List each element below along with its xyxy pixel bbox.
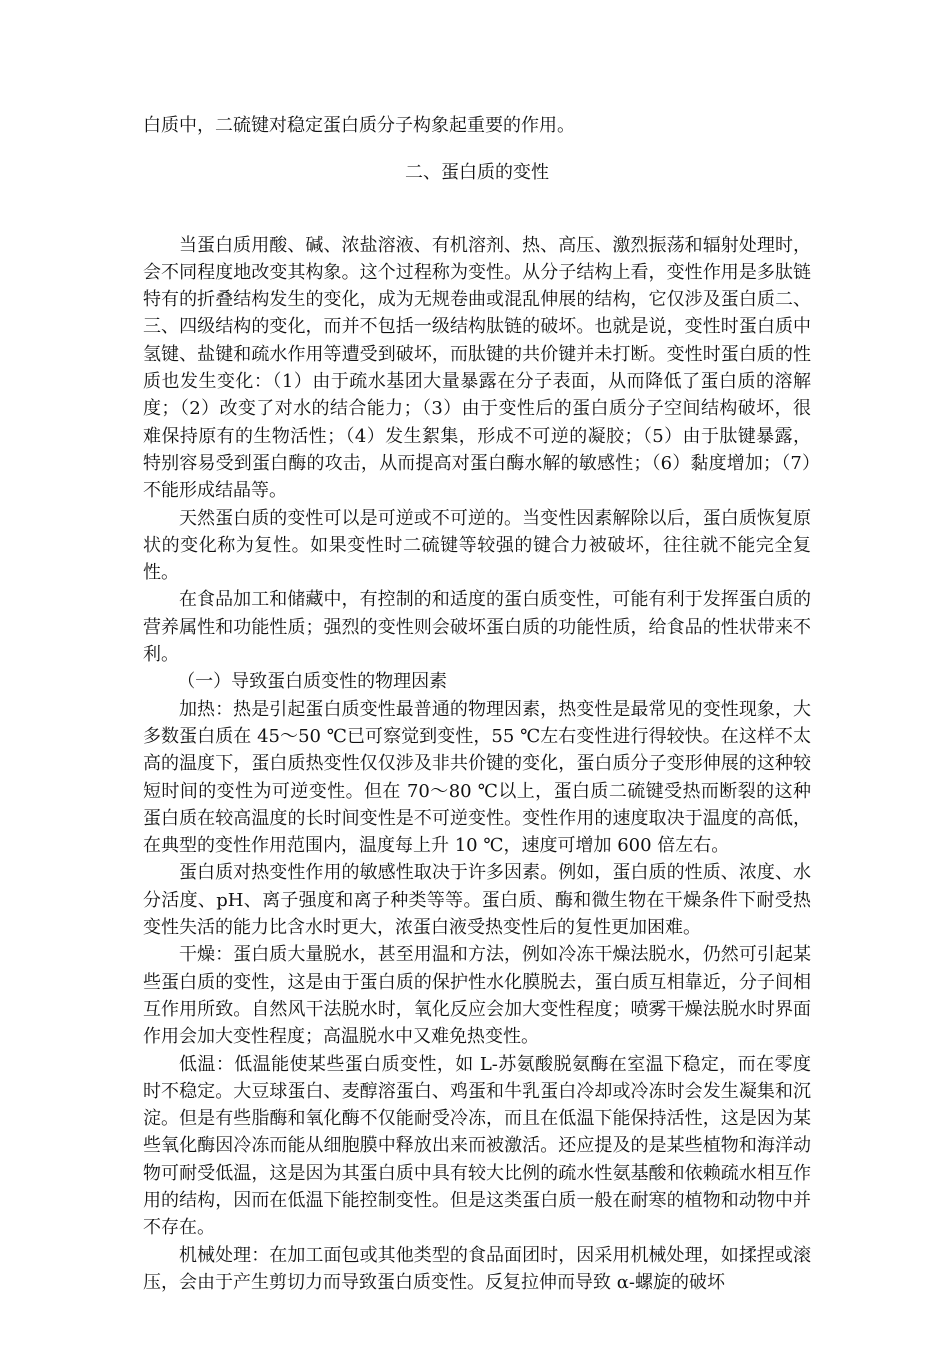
paragraph-denaturation-definition: 当蛋白质用酸、碱、浓盐溶液、有机溶剂、热、高压、激烈振荡和辐射处理时，会不同程度地改变其构象。这个过程称为变性。从分子结构上看，变性作用是多肽链特有的折叠结构发生的变化，成为无规卷曲或混乱伸展的结构，它仅涉及蛋白质二、三、四级结构的变化，而并不包括一级结构肽链的破坏。也就是说，变性时蛋白质中氢键、盐键和疏水作用等遭受到破坏，而肽键的共价键并未打断。变性时蛋白质的性质也发生变化：（1）由于疏水基团大量暴露在分子表面，从而降低了蛋白质的溶解度；（2）改变了对水的结合能力；（3）由于变性后的蛋白质分子空间结构破坏，很难保持原有的生物活性；（4）发生絮集，形成不可逆的凝胶；（5）由于肽键暴露，特别容易受到蛋白酶的攻击，从而提高对蛋白酶水解的敏感性；（6）黏度增加；（7）不能形成结晶等。 — [143, 234, 811, 502]
paragraph-food-processing: 在食品加工和储藏中，有控制的和适度的蛋白质变性，可能有利于发挥蛋白质的营养属性和功能性质；强烈的变性则会破坏蛋白质的功能性质，给食品的性状带来不利。 — [143, 589, 811, 666]
document-page — [143, 112, 811, 1296]
section-title: 二、蛋白质的变性 — [405, 162, 549, 184]
paragraph-low-temperature: 低温：低温能使某些蛋白质变性，如 L-苏氨酸脱氨酶在室温下稳定，而在零度时不稳定。大豆球蛋白、麦醇溶蛋白、鸡蛋和牛乳蛋白冷却或冷冻时会发生凝集和沉淀。但是有些脂酶和氧化酶不仅能耐受冷冻，而且在低温下能保持活性，这是因为某些氧化酶因冷冻而能从细胞膜中释放出来而被激活。还应提及的是某些植物和海洋动物可耐受低温，这是因为其蛋白质中具有较大比例的疏水性氨基酸和依赖疏水相互作用的结构，因而在低温下能控制变性。但是这类蛋白质一般在耐寒的植物和动物中并不存在。 — [143, 1053, 811, 1239]
continued-paragraph: 白质中，二硫键对稳定蛋白质分子构象起重要的作用。 — [143, 115, 575, 136]
paragraph-renaturation: 天然蛋白质的变性可以是可逆或不可逆的。当变性因素解除以后，蛋白质恢复原状的变化称为复性。如果变性时二硫键等较强的键合力被破坏，往往就不能完全复性。 — [143, 507, 811, 584]
paragraph-drying: 干燥：蛋白质大量脱水，甚至用温和方法，例如冷冻干燥法脱水，仍然可引起某些蛋白质的变性，这是由于蛋白质的保护性水化膜脱去，蛋白质互相靠近，分子间相互作用所致。自然风干法脱水时，氧化反应会加大变性程度；喷雾干燥法脱水时界面作用会加大变性程度；高温脱水中又难免热变性。 — [143, 944, 811, 1048]
paragraph-heating: 加热：热是引起蛋白质变性最普通的物理因素，热变性是最常见的变性现象，大多数蛋白质在 45～50 ℃已可察觉到变性，55 ℃左右变性进行得较快。在这样不太高的温度下，蛋白质热变性仅仅涉及非共价键的变化，蛋白质分子变形伸展的这种较短时间的变性为可逆变性。但在 70～80 ℃以上，蛋白质二硫键受热而断裂的这种蛋白质在较高温度的长时间变性是不可逆变性。变性作用的速度取决于温度的高低，在典型的变性作用范围内，温度每上升 10 ℃，速度可增加 600 倍左右。 — [143, 698, 811, 857]
paragraph-mechanical: 机械处理：在加工面包或其他类型的食品面团时，因采用机械处理，如揉捏或滚压，会由于产生剪切力而导致蛋白质变性。反复拉伸而导致 α-螺旋的破坏 — [143, 1244, 811, 1293]
paragraph-heat-sensitivity: 蛋白质对热变性作用的敏感性取决于许多因素。例如，蛋白质的性质、浓度、水分活度、pH、离子强度和离子种类等等。蛋白质、酶和微生物在干燥条件下耐受热变性失活的能力比含水时更大，浓蛋白液受热变性后的复性更加困难。 — [143, 862, 811, 939]
subsection-title: （一）导致蛋白质变性的物理因素 — [177, 671, 448, 693]
